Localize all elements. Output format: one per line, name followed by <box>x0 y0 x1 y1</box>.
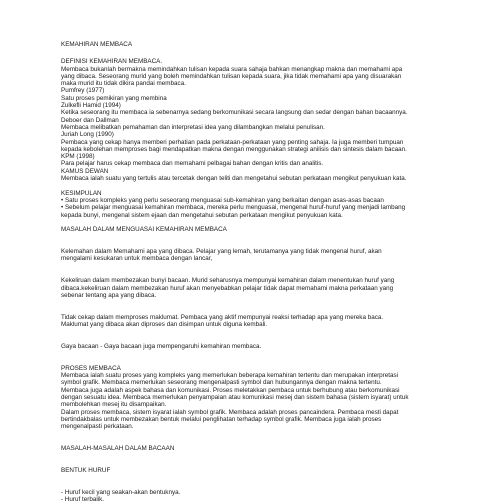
text-line: Dalam proses membaca, sistem isyarat ialah symbol grafik. Membaca adalah proses pancaindera. Pembaca mesti dapat <box>61 408 399 416</box>
text-line: Membaca bukanlah bermakna memindahkan tulisan kepada suara sahaja bahkan menangkap makna dan memahami apa <box>61 65 403 73</box>
text-line: kepada kebolehan memproses bagi mendapatkan makna dengan menggunakan strategi anilisis dan sintesis dalam bacaan. <box>61 145 407 153</box>
section-masalah-kuasai <box>61 226 461 350</box>
section-heading: BENTUK HURUF <box>61 466 111 474</box>
text-line: Zulkefli Hamid (1994) <box>61 102 121 110</box>
text-line: Deboer dan Dallman <box>61 116 119 124</box>
text-line: maka murid itu tidak dikira pandai membaca. <box>61 80 186 88</box>
text-line: Ketika seseorang itu membaca ia sebenarnya sedang berkomunikasi secara langsung dan sedar dengan bahan bacaannya. <box>61 109 408 117</box>
section-heading: KESIMPULAN <box>61 189 102 197</box>
section-bentuk-huruf <box>61 467 461 503</box>
text-line: Pembaca yang cekap hanya memberi perhatian pada perkataan-perkataan yang penting sahaja. Ia juga memberi tumpuan <box>61 138 404 146</box>
section-heading: MASALAH DALAM MENGUASAI KEMAHIRAN MEMBACA <box>61 226 227 234</box>
section-heading: MASALAH-MASALAH DALAM BACAAN <box>61 445 175 453</box>
text-line: Membaca melibatkan pemahaman dan interpretasi idea yang dilambangkan melalui penulisan. <box>61 123 325 131</box>
text-line: KPM (1998) <box>61 153 95 161</box>
text-line: Maklumat yang dibaca akan diproses dan disimpan untuk diguna kembali. <box>61 320 268 328</box>
list-item: - Huruf kecil yang seakan-akan bentuknya. <box>61 488 181 496</box>
section-heading: PROSES MEMBACA <box>61 364 121 372</box>
text-line: symbol grafik. Membaca memerlukan seseorang mengenalpasti symbol dan hubungannya dengan makna tertentu. <box>61 379 382 387</box>
text-line: yang dibaca. Seseorang murid yang boleh memindahkan tulisan kepada suara, jika tidak memahami apa yang disuarakan <box>61 72 402 80</box>
text-line: dibaca.kekeliruan dalam membezakan huruf akan menyebabkan pelajar tidak dapat memahami makna perkataan yang <box>61 284 394 292</box>
text-line: dengan sesuatu idea. Membaca memerlukan penyampaian atau komunikasi mesej dan sistem bahasa (sistem isyarat) untuk <box>61 393 409 401</box>
text-line: Membaca juga adalah aspek bahasa dan komunikasi. Proses meletakkan pembaca untuk berhubung atau berkomunikasi <box>61 386 400 394</box>
text-line: Satu proses pemikiran yang membina <box>61 94 167 102</box>
text-line: Membaca ialah suatu yang tertulis atau tercetak dengan teliti dan mengetahui sebutan perkataan mengikut penyukuan kata. <box>61 175 407 183</box>
section-kesimpulan <box>61 190 461 219</box>
text-line: Kekeliruan dalam membezakan bunyi bacaan. Murid seharusnya mempunyai kemahiran dalam menentukan huruf yang <box>61 277 395 285</box>
text-line: Juriah Long (1990) <box>61 131 114 139</box>
section-heading: DEFINISI KEMAHIRAN MEMBACA. <box>61 58 163 66</box>
text-line: mengenalpasti perkataan. <box>61 423 134 431</box>
list-item: - Huruf terbalik. <box>61 496 105 503</box>
text-line: Membaca ialah suatu proses yang kompleks yang memerlukan beberapa kemahiran tertentu dan merupakan interpretasi <box>61 372 399 380</box>
text-line: Pumfrey (1977) <box>61 87 105 95</box>
bullet-line: • Sebelum pelajar menguasai kemahiran membaca, mereka perlu menguasai, mengenal huruf-huruf yang menjadi lambang <box>61 204 406 212</box>
section-definisi <box>61 58 461 182</box>
text-line: bertindakbalas untuk membezakan bentuk melalui penglihatan terhadap symbol grafik. Membaca juga ialah proses <box>61 415 382 423</box>
text-line: membolehkan mesej itu disampaikan. <box>61 401 167 409</box>
text-line: kepada bunyi, mengenal sistem ejaan dan mengetahui sebutan perkataan mengikut penyukuan kata. <box>61 211 343 219</box>
text-line: sebenar tentang apa yang dibaca. <box>61 291 157 299</box>
text-line: Kelemahan dalam Memahami apa yang dibaca. Pelajar yang lemah, terutamanya yang tidak mengenal huruf, akan <box>61 248 382 256</box>
text-line: KAMUS DEWAN <box>61 167 109 175</box>
section-masalah-bacaan <box>61 445 461 452</box>
text-line: mengalami kesukaran untuk membaca dengan lancar, <box>61 255 213 263</box>
document-title: KEMAHIRAN MEMBACA <box>61 41 133 48</box>
text-line: Tidak cekap dalam memproses maklumat. Pembaca yang aktif mempunyai reaksi terhadap apa yang mereka baca. <box>61 313 384 321</box>
bullet-line: • Satu proses kompleks yang perlu seseorang menguasai sub-kemahiran yang berkaitan dengan asas-asas bacaan <box>61 196 384 204</box>
text-line: Para pelajar harus cekap membaca dan memahami pelbagai bahan dengan kritis dan analitis. <box>61 160 324 168</box>
section-proses <box>61 365 461 431</box>
text-line: Gaya bacaan - Gaya bacaan juga mempengaruhi kemahiran membaca. <box>61 342 262 350</box>
